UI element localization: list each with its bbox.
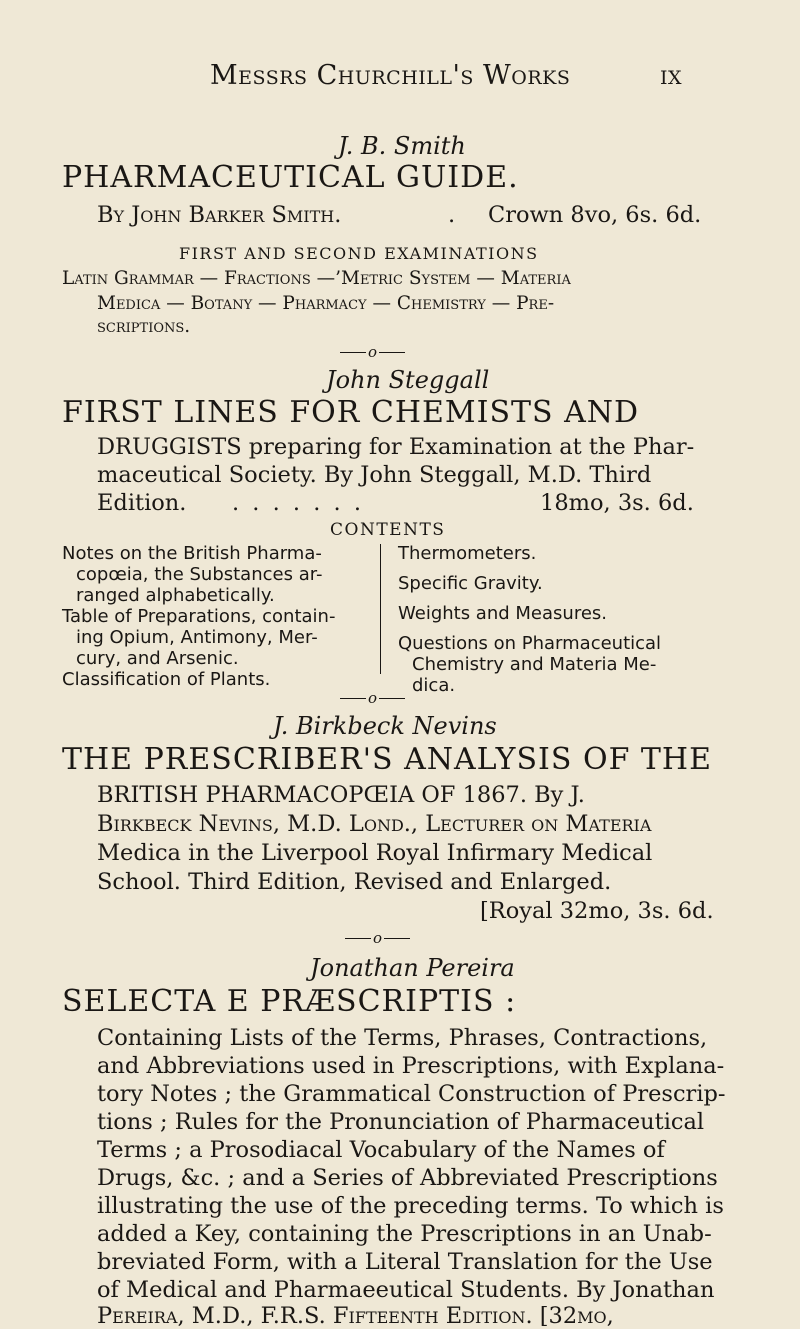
entry-byline-separator: . [448,202,456,228]
entry-title: PHARMACEUTICAL GUIDE. [62,160,519,195]
entry-description-line: Drugs, &c. ; and a Series of Abbreviated Prescriptions [97,1165,718,1191]
section-divider [345,928,410,948]
divider-rule [345,938,371,939]
section-divider [340,342,405,362]
entry-description-line: maceutical Society. By John Steggall, M.D. Third [97,462,652,488]
entry-description-line: School. Third Edition, Revised and Enlarged. [97,869,612,895]
contents-item: cury, and Arsenic. [76,648,239,669]
entry-author-heading: Jonathan Pereira [310,954,515,982]
contents-item: Table of Preparations, contain- [62,606,336,627]
page-number: ix [660,60,683,91]
running-head-title: Messrs Churchill's Works [210,60,571,91]
entry-description-line: Birkbeck Nevins, M.D. Lond., Lecturer on Materia [97,811,652,837]
contents-item: Thermometers. [398,543,537,564]
entry-title: SELECTA E PRÆSCRIPTIS : [62,984,517,1019]
contents-column-rule [380,544,381,674]
contents-item: Classification of Plants. [62,669,271,690]
contents-left-column [62,543,335,690]
contents-item: Specific Gravity. [398,573,543,594]
entry-subheading: FIRST AND SECOND EXAMINATIONS [179,244,539,263]
entry-price: Crown 8vo, 6s. 6d. [488,202,702,228]
entry-description-line: and Abbreviations used in Prescriptions, with Explana- [97,1053,725,1079]
contents-item: ing Opium, Antimony, Mer- [76,627,318,648]
contents-item: Questions on Pharmaceutical [398,633,662,654]
divider-rule [340,352,366,353]
entry-description-line: tory Notes ; the Grammatical Construction of Prescrip- [97,1081,726,1107]
divider-mark: o [373,928,383,947]
entry-price: 18mo, 3s. 6d. [540,490,694,516]
entry-description-line: Terms ; a Prosodiacal Vocabulary of the Names of [97,1137,665,1163]
section-divider [340,688,405,708]
entry-description-line: breviated Form, with a Literal Translation for the Use [97,1249,713,1275]
entry-description-line: added a Key, containing the Prescriptions in an Unab- [97,1221,712,1247]
divider-rule [340,698,366,699]
contents-item: Weights and Measures. [398,603,607,624]
contents-item: Chemistry and Materia Me- [412,654,657,675]
entry-author-heading: J. B. Smith [338,132,466,160]
divider-mark: o [368,688,378,707]
entry-author-heading: J. Birkbeck Nevins [273,712,497,740]
divider-rule [379,698,405,699]
entry-description-line: BRITISH PHARMACOPŒIA OF 1867. By J. [97,782,585,808]
contents-item: dica. [412,675,456,696]
entry-description-line: Pereira, M.D., F.R.S. Fifteenth Edition. [32mo, [97,1303,614,1329]
entry-description-line: of Medical and Pharmaeeutical Students. By Jonathan [97,1277,715,1303]
divider-rule [384,938,410,939]
entry-edition: Edition. [97,490,187,516]
entry-description-line: Containing Lists of the Terms, Phrases, Contractions, [97,1025,708,1051]
entry-description-line: tions ; Rules for the Pronunciation of Pharmaceutical [97,1109,705,1135]
entry-description-line: Medica in the Liverpool Royal Infirmary Medical [97,840,653,866]
entry-author-heading: John Steggall [326,366,490,394]
contents-item: Notes on the British Pharma- [62,543,322,564]
contents-item: ranged alphabetically. [76,585,275,606]
contents-right-column [398,543,661,696]
entry-description-line: illustrating the use of the preceding terms. To which is [97,1193,724,1219]
running-head [210,60,683,91]
entry-topics-line: Medica — Botany — Pharmacy — Chemistry — Pre- [97,293,555,314]
entry-byline: By John Barker Smith. [97,202,342,228]
divider-rule [379,352,405,353]
entry-topics-line: Latin Grammar — Fractions —’Metric System — Materia [62,268,571,289]
entry-price: [Royal 32mo, 3s. 6d. [480,898,714,924]
entry-topics-line: scriptions. [97,316,191,337]
entry-leader-dots: . . . . . . . [232,490,364,516]
entry-description-line: DRUGGISTS preparing for Examination at the Phar- [97,434,695,460]
divider-mark: o [368,342,378,361]
contents-heading: CONTENTS [330,520,446,540]
entry-title: FIRST LINES FOR CHEMISTS AND [62,395,640,430]
entry-title: THE PRESCRIBER'S ANALYSIS OF THE [62,742,712,777]
contents-item: copœia, the Substances ar- [76,564,323,585]
